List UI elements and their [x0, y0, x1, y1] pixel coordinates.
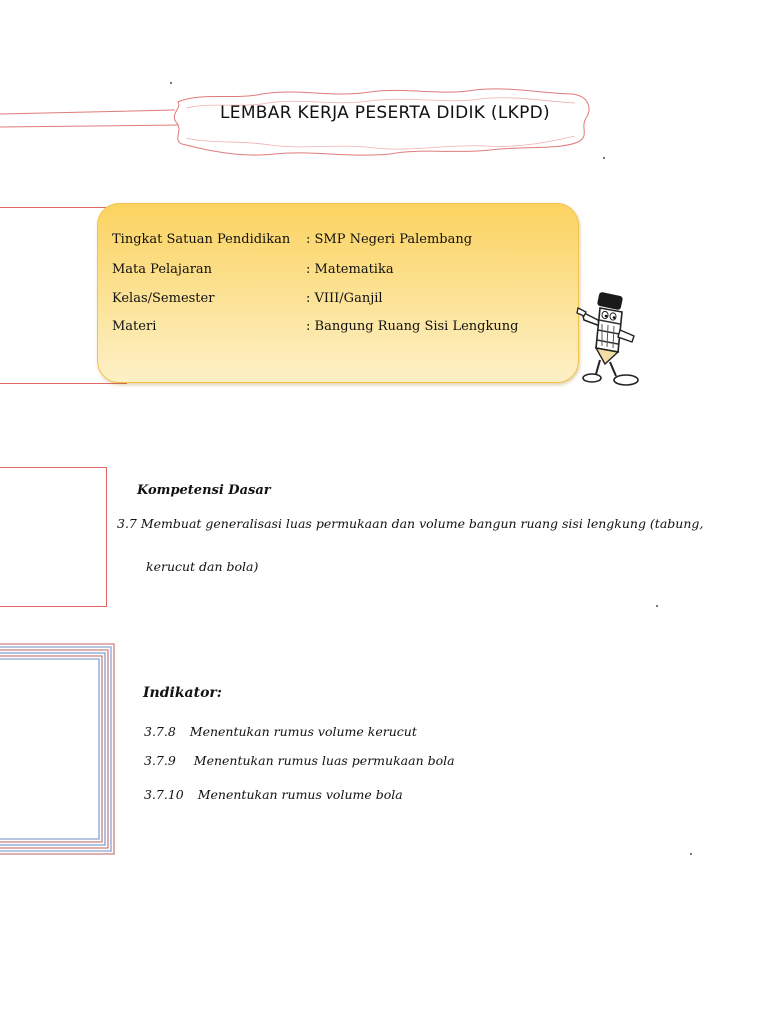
indikator-item: [144, 787, 403, 802]
document-title: LEMBAR KERJA PESERTA DIDIK (LKPD): [220, 103, 550, 123]
info-label: Mata Pelajaran: [112, 262, 213, 277]
decorative-frame: [0, 640, 125, 860]
info-box: [97, 203, 579, 383]
info-value: : Matematika: [306, 262, 394, 277]
indikator-item: [144, 724, 417, 739]
indikator-item: [144, 753, 455, 768]
info-label: Kelas/Semester: [112, 291, 215, 306]
speck: [170, 82, 172, 84]
decorative-bracket: [0, 467, 107, 607]
info-value: : Bangung Ruang Sisi Lengkung: [306, 319, 519, 334]
kompetensi-heading: Kompetensi Dasar: [137, 483, 271, 498]
info-label: Materi: [112, 319, 157, 334]
indikator-text: Menentukan rumus luas permukaan bola: [193, 753, 455, 768]
speck: [603, 157, 605, 159]
kompetensi-text-continued: kerucut dan bola): [146, 559, 259, 574]
indikator-heading: Indikator:: [143, 685, 222, 701]
speck: [656, 605, 658, 607]
pencil-mascot-icon: [576, 290, 651, 390]
indikator-number: 3.7.9: [144, 753, 176, 768]
info-value: : SMP Negeri Palembang: [306, 232, 473, 247]
indikator-number: 3.7.10: [144, 787, 184, 802]
indikator-text: Menentukan rumus volume kerucut: [189, 724, 417, 739]
kompetensi-text: 3.7 Membuat generalisasi luas permukaan dan volume bangun ruang sisi lengkung (tabung,: [117, 516, 704, 531]
speck: [690, 853, 692, 855]
info-label: Tingkat Satuan Pendidikan: [112, 232, 291, 247]
info-value: : VIII/Ganjil: [306, 291, 383, 306]
indikator-number: 3.7.8: [144, 724, 176, 739]
indikator-text: Menentukan rumus volume bola: [197, 787, 403, 802]
